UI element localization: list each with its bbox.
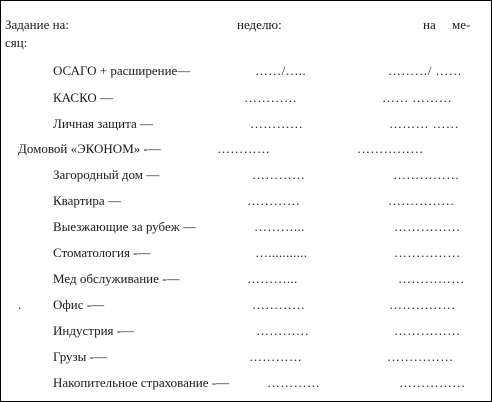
row-label-savings-insurance: Накопительное страхование -— xyxy=(53,375,230,390)
row-month-country-house: …………… xyxy=(393,167,460,182)
row-month-savings-insurance: …………… xyxy=(399,375,466,390)
week-label: неделю: xyxy=(237,17,282,32)
row-week-apartment: ………… xyxy=(247,193,301,208)
row-label-kasko: КАСКО — xyxy=(53,90,114,105)
row-month-medical-service: …………… xyxy=(398,271,465,286)
row-month-office: …………… xyxy=(389,297,456,312)
row-label-dentistry: Стоматология -— xyxy=(53,245,151,260)
row-week-dentistry: …........... xyxy=(255,245,308,260)
row-month-dentistry: …………… xyxy=(394,245,461,260)
row-label-medical-service: Мед обслуживание -— xyxy=(53,271,180,286)
month-label-syats: сяц: xyxy=(5,35,28,50)
row-label-country-house: Загородный дом — xyxy=(53,167,160,182)
task-label: Задание на: xyxy=(5,17,69,32)
row-month-cargo: …………… xyxy=(387,349,454,364)
row-month-apartment: …………… xyxy=(388,193,455,208)
row-week-home-econom: ………… xyxy=(217,141,271,156)
row-label-industry: Индустрия -— xyxy=(53,323,135,338)
row-week-travel-abroad: ………... xyxy=(254,219,305,234)
row-week-cargo: ………… xyxy=(249,349,303,364)
row-week-savings-insurance: ………… xyxy=(267,375,321,390)
row-month-osago: ………/ …… xyxy=(388,63,462,78)
row-week-osago: ……/….. xyxy=(255,63,306,78)
row-label-osago: ОСАГО + расширение— xyxy=(53,63,191,78)
row-week-kasko: ………… xyxy=(244,90,298,105)
row-label-office: Офис -— xyxy=(53,297,105,312)
row-week-office: ………… xyxy=(252,297,306,312)
row-label-travel-abroad: Выезжающие за рубеж — xyxy=(53,219,196,234)
row-label-home-econom: Домовой «ЭКОНОМ» -— xyxy=(18,141,161,156)
row-month-home-econom: …………… xyxy=(357,141,424,156)
row-month-personal-protection: ……… …… xyxy=(389,116,460,131)
row-week-industry: ………… xyxy=(256,323,310,338)
row-week-country-house: ………… xyxy=(252,167,306,182)
row-label-personal-protection: Личная защита — xyxy=(53,116,154,131)
row-month-travel-abroad: …………… xyxy=(394,219,461,234)
row-week-medical-service: ………... xyxy=(247,271,298,286)
row-week-personal-protection: ………… xyxy=(250,116,304,131)
month-label-na: на xyxy=(423,17,436,32)
row-month-kasko: …… ……… xyxy=(382,90,453,105)
row-label-apartment: Квартира — xyxy=(53,193,121,208)
month-label-me: ме- xyxy=(452,17,471,32)
row-month-industry: …………… xyxy=(394,323,461,338)
row-label-cargo: Грузы -— xyxy=(53,349,107,364)
stray-mark: . xyxy=(18,297,22,312)
